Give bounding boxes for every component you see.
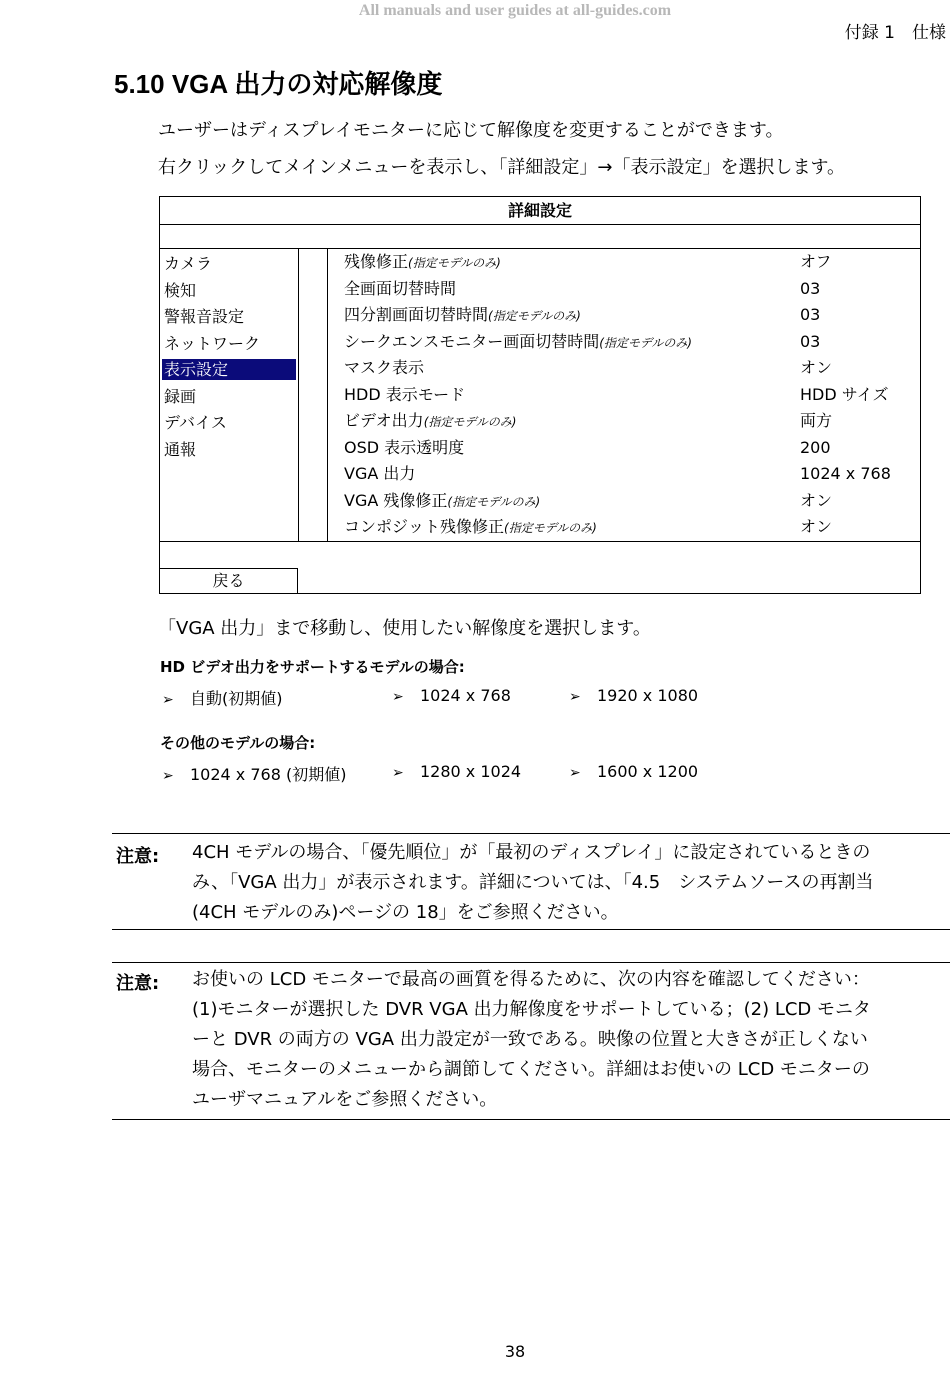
note-label: 注意: (116, 846, 160, 867)
watermark: All manuals and user guides at all-guides.com (358, 2, 672, 19)
setting-label: 全画面切替時間 (344, 278, 457, 298)
menu-category-item[interactable]: 警報音設定 (164, 307, 245, 326)
setting-value[interactable]: 03 (800, 278, 821, 298)
setting-model-note: (指定モデルのみ) (599, 335, 692, 350)
setting-label: シークエンスモニター画面切替時間 (344, 331, 600, 351)
setting-value[interactable]: 両方 (800, 411, 833, 430)
setting-value[interactable]: 1024 x 768 (800, 464, 891, 483)
note-text: 4CH モデルの場合、「優先順位」が「最初のディスプレイ」に設定されているときの み、「VGA 出力」が表示されます。詳細については、「4.5 システムソースの再割当 (4CH モデルのみ)ページの 18」をご参照ください。 (192, 842, 874, 923)
settings-row[interactable] (328, 249, 920, 275)
menu-category-item[interactable]: 表示設定 (162, 359, 296, 380)
setting-model-note: (指定モデルのみ) (423, 415, 517, 429)
setting-label: HDD 表示モード (344, 384, 466, 404)
settings-row[interactable] (328, 435, 920, 461)
hd-option-2: ➢ 1024 x 768 (392, 686, 511, 705)
setting-value[interactable]: HDD サイズ (800, 384, 889, 404)
note-box-2 (112, 962, 950, 1120)
setting-value[interactable]: 03 (800, 331, 821, 351)
setting-label: 四分割画面切替時間 (344, 305, 489, 324)
hd-option-1: ➢ 自動(初期値) (162, 689, 283, 708)
setting-name (344, 249, 501, 276)
setting-name (344, 276, 456, 302)
menu-settings-panel (327, 249, 920, 541)
menu-divider (160, 541, 920, 542)
intro-line-1: ユーザーはディスプレイモニターに応じて解像度を変更することができます。 (158, 120, 784, 141)
setting-value[interactable]: オン (800, 358, 833, 377)
setting-name (344, 382, 465, 408)
note-label: 注意: (116, 973, 160, 994)
settings-row[interactable] (328, 276, 920, 302)
menu-category-item[interactable]: ネットワーク (164, 333, 261, 353)
setting-value[interactable]: 03 (800, 305, 821, 324)
arrow-bullet-icon: ➢ (392, 765, 404, 781)
setting-label: VGA 残像修正 (344, 490, 448, 510)
arrow-bullet-icon: ➢ (392, 689, 404, 705)
settings-row[interactable] (328, 408, 920, 434)
other-option-3: ➢ 1600 x 1200 (569, 762, 699, 781)
setting-model-note: (指定モデルのみ) (408, 256, 501, 270)
other-models-heading: その他のモデルの場合: (160, 734, 316, 752)
advanced-settings-menu (159, 196, 921, 594)
setting-label: OSD 表示透明度 (344, 437, 465, 457)
menu-spacer-row (160, 224, 920, 249)
setting-value[interactable]: オフ (800, 252, 832, 271)
setting-name (344, 435, 464, 461)
settings-row[interactable] (328, 514, 920, 540)
setting-value[interactable]: 200 (800, 437, 831, 457)
menu-category-item[interactable]: 録画 (164, 386, 197, 406)
other-option-1: ➢ 1024 x 768 (初期値) (162, 765, 347, 784)
section-title: 5.10 VGA 出力の対応解像度 (114, 69, 443, 99)
other-option-2: ➢ 1280 x 1024 (392, 762, 522, 781)
setting-label: ビデオ出力 (344, 411, 424, 430)
hd-models-heading: HD ビデオ出力をサポートするモデルの場合: (160, 658, 465, 676)
menu-category-item[interactable]: 検知 (164, 280, 197, 300)
back-button[interactable]: 戻る (160, 568, 298, 594)
setting-name (344, 329, 692, 356)
setting-name (344, 355, 424, 381)
setting-value[interactable]: オン (800, 490, 833, 510)
setting-model-note: (指定モデルのみ) (488, 309, 581, 323)
arrow-bullet-icon: ➢ (162, 692, 174, 708)
arrow-bullet-icon: ➢ (569, 689, 581, 705)
setting-model-note: (指定モデルのみ) (447, 494, 541, 509)
settings-row[interactable] (328, 329, 920, 355)
setting-name (344, 408, 516, 435)
menu-title: 詳細設定 (160, 197, 920, 225)
note-text: お使いの LCD モニターで最高の画質を得るために、次の内容を確認してください： (1)モニターが選択した DVR VGA 出力解像度をサポートしている；(2) LCD モニタ ーと DVR の両方の VGA 出力設定が一致である。映像の位置と大きさが正しくない 場合、モニターのメニューから調節してください。詳細はお使いの LCD モニターの ユーザマニュアルをご参照ください。 (192, 969, 871, 1110)
setting-label: VGA 出力 (344, 464, 416, 483)
setting-name (344, 461, 415, 487)
setting-label: コンポジット残像修正 (344, 517, 505, 536)
setting-model-note: (指定モデルのみ) (504, 521, 597, 535)
hd-option-3: ➢ 1920 x 1080 (569, 686, 699, 705)
setting-label: 残像修正 (344, 252, 409, 271)
page-number: 38 (504, 1342, 526, 1361)
menu-category-item[interactable]: 通報 (164, 439, 197, 459)
setting-value[interactable]: オン (800, 517, 833, 536)
settings-row[interactable] (328, 382, 920, 408)
menu-category-item[interactable]: カメラ (164, 254, 213, 273)
setting-name (344, 514, 597, 541)
page-header: 付録 1 仕様 (844, 23, 946, 43)
arrow-bullet-icon: ➢ (162, 768, 174, 784)
settings-row[interactable] (328, 461, 920, 487)
settings-row[interactable] (328, 488, 920, 514)
arrow-bullet-icon: ➢ (569, 765, 581, 781)
setting-name (344, 302, 581, 329)
settings-row[interactable] (328, 355, 920, 381)
setting-label: マスク表示 (344, 358, 425, 377)
note-box-1 (112, 833, 950, 930)
menu-category-item[interactable]: デバイス (164, 413, 227, 432)
intro-line-2: 右クリックしてメインメニューを表示し、「詳細設定」→「表示設定」を選択します。 (158, 157, 846, 178)
menu-category-list (160, 249, 299, 541)
instruction-text: 「VGA 出力」まで移動し、使用したい解像度を選択します。 (158, 618, 651, 639)
setting-name (344, 488, 540, 515)
settings-row[interactable] (328, 302, 920, 328)
